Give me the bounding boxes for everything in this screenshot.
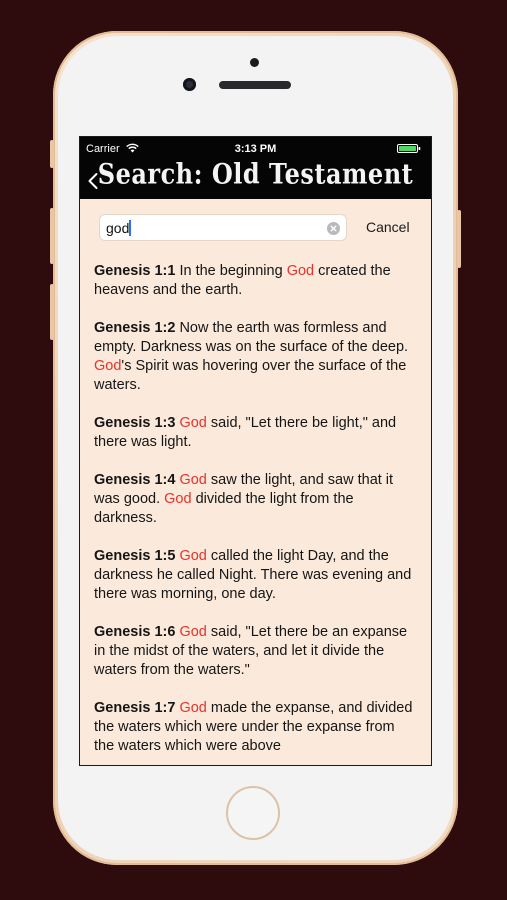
verse-reference: Genesis 1:4 <box>94 472 176 488</box>
status-time: 3:13 PM <box>234 143 277 155</box>
verse-reference: Genesis 1:2 <box>94 320 176 336</box>
search-results-list <box>94 262 416 766</box>
earpiece-speaker <box>219 81 291 89</box>
verse-text: called the light Day, and the darkness he called Night. There was evening and there was morning, one day. <box>94 548 412 602</box>
verse-text: Now the earth was formless and empty. Darkness was on the surface of the deep. <box>94 320 409 355</box>
highlighted-match: God <box>179 415 207 431</box>
search-input[interactable] <box>106 218 316 238</box>
search-result-item[interactable] <box>94 471 416 528</box>
cancel-button[interactable]: Cancel <box>366 219 410 235</box>
search-result-item[interactable] <box>94 699 416 756</box>
verse-reference: Genesis 1:3 <box>94 415 176 431</box>
verse-text: divided the light from the darkness. <box>94 491 354 526</box>
highlighted-match: God <box>179 548 207 564</box>
verse-text: said, "Let there be an expanse in the midst of the waters, and let it divide the waters from the waters." <box>94 624 408 678</box>
search-result-item[interactable] <box>94 547 416 604</box>
verse-text: In the beginning <box>175 263 287 279</box>
front-camera-icon <box>183 78 196 91</box>
navigation-header <box>80 137 431 199</box>
verse-text: said, "Let there be light," and there was light. <box>94 415 397 450</box>
search-result-item[interactable] <box>94 319 416 395</box>
phone-volume-down <box>50 284 54 340</box>
verse-text: saw the light, and saw that it was good. <box>94 472 394 507</box>
search-field[interactable] <box>99 214 347 241</box>
phone-power-button <box>457 210 461 268</box>
highlighted-match: God <box>179 624 207 640</box>
verse-reference: Genesis 1:6 <box>94 624 176 640</box>
proximity-sensor <box>250 58 259 67</box>
verse-text: created the heavens and the earth. <box>94 263 391 298</box>
page-title: Search: Old Testament <box>97 156 414 191</box>
verse-reference: Genesis 1:7 <box>94 700 176 716</box>
battery-icon <box>397 144 421 153</box>
highlighted-match: God <box>179 700 207 716</box>
verse-text: 's Spirit was hovering over the surface of the waters. <box>94 358 407 393</box>
highlighted-match: God <box>94 358 122 374</box>
verse-text: made the expanse, and divided the waters which were under the expanse from the waters which were above <box>94 700 413 754</box>
highlighted-match: God <box>179 472 207 488</box>
search-result-item[interactable] <box>94 623 416 680</box>
text-caret <box>129 220 131 236</box>
phone-silent-switch <box>50 140 54 168</box>
search-result-item[interactable] <box>94 262 416 300</box>
search-bar <box>80 199 431 253</box>
app-screen <box>79 136 432 766</box>
status-carrier: Carrier <box>86 143 120 155</box>
highlighted-match: God <box>164 491 192 507</box>
highlighted-match: God <box>286 263 315 279</box>
search-result-item[interactable] <box>94 414 416 452</box>
verse-reference: Genesis 1:5 <box>94 548 176 564</box>
home-button[interactable] <box>226 786 280 840</box>
phone-volume-up <box>50 208 54 264</box>
verse-reference: Genesis 1:1 <box>94 263 176 279</box>
clear-search-icon[interactable] <box>327 222 340 235</box>
